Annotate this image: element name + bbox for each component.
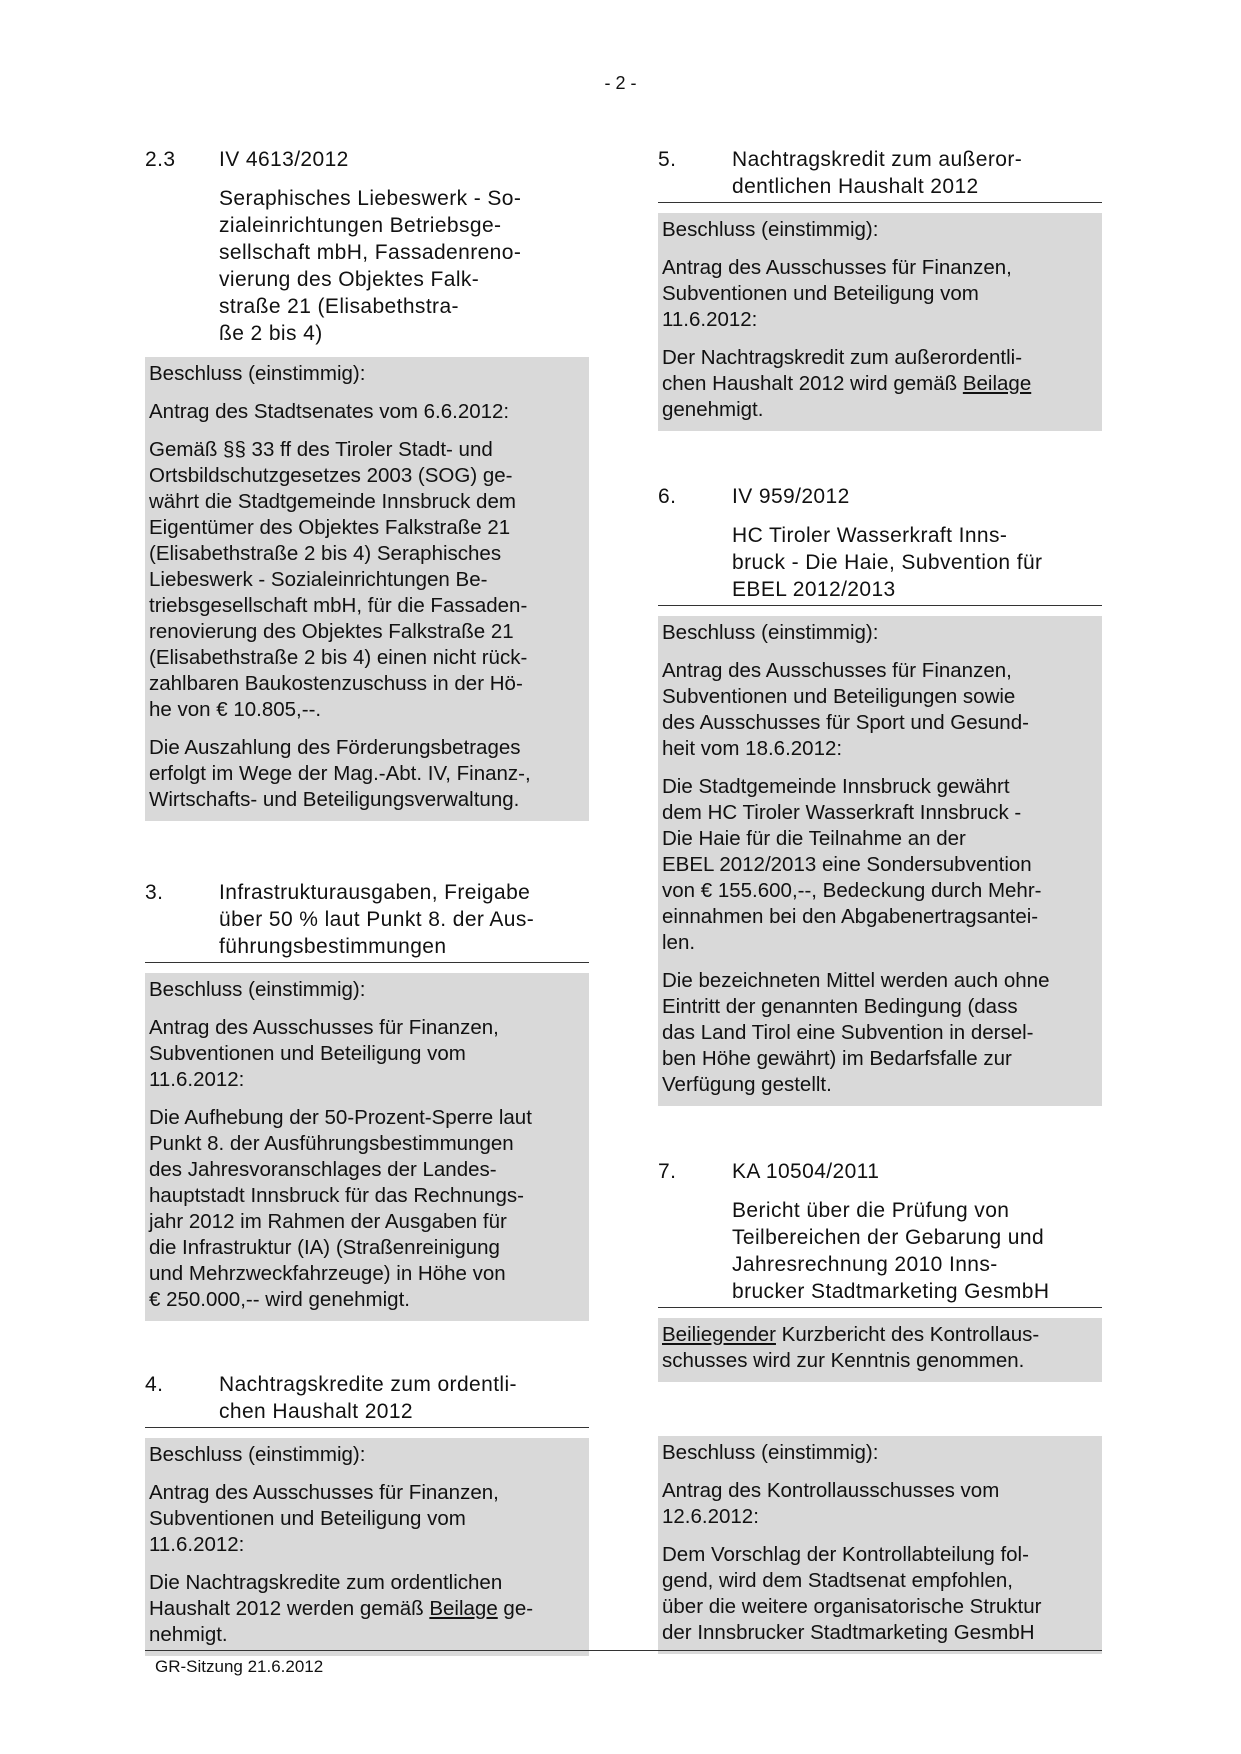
decision-text: Die Nachtragskredite zum ordentlichen Haushalt 2012 werden gemäß Beilage ge- nehmigt. [149,1571,534,1646]
beiliegender-link[interactable]: Beiliegender [662,1323,776,1346]
section-title: Bericht über die Prüfung von Teilbereichen der Gebarung und Jahresrechnung 2010 Inns- brucker Stadtmarketing GesmbH [732,1199,1050,1303]
section-number: 4. [145,1373,164,1396]
antrag-text: Antrag des Ausschusses für Finanzen, Subventionen und Beteiligung vom 11.6.2012: [662,256,1012,331]
section-header [145,879,589,963]
section-title: Nachtragskredite zum ordentli- chen Haushalt 2012 [219,1373,517,1423]
decision-text: Der Nachtragskredit zum außerordentli- chen Haushalt 2012 wird gemäß Beilage genehmigt. [662,346,1032,421]
decision-text: Die Aufhebung der 50-Prozent-Sperre laut Punkt 8. der Ausführungsbestimmungen des Jahresvoranschlages der Landes- hauptstadt Innsbruck für das Rechnungs- jahr 2012 im Rahmen der Ausgaben für die Infrastruktur (IA) (Straßenreinigung und Mehrzweckfahrzeuge) in Höhe von € 250.000,-- wird genehmigt. [149,1106,532,1311]
condition-text: Die bezeichneten Mittel werden auch ohne Eintritt der genannten Bedingung (dass das Land Tirol eine Subvention in dersel- ben Höhe gewährt) im Bedarfsfalle zur Verfügung gestellt. [662,969,1050,1096]
payment-text: Die Auszahlung des Förderungsbetrages erfolgt im Wege der Mag.-Abt. IV, Finanz-, Wirtschafts- und Beteiligungsverwaltung. [149,736,531,811]
left-column [145,146,589,1656]
section-3 [145,879,589,1321]
section-2-3 [145,146,589,821]
section-title: Nachtragskredit zum außeror- dentlichen Haushalt 2012 [732,148,1023,198]
section-number: 6. [658,485,677,508]
beschluss-label: Beschluss (einstimmig): [149,1443,366,1466]
section-title: Seraphisches Liebeswerk - So- zialeinrichtungen Betriebsge- sellschaft mbH, Fassadenreno- vierung des Objektes Falk- straße 21 (Elisabethstra- ße 2 bis 4) [219,187,522,345]
footer-text: GR-Sitzung 21.6.2012 [155,1657,324,1676]
beilage-link[interactable]: Beilage [962,372,1032,395]
right-column [658,146,1102,1654]
page-number: - 2 - [604,73,637,93]
decision-box [145,357,589,821]
decision-box [658,213,1102,431]
beschluss-label: Beschluss (einstimmig): [149,362,366,385]
beschluss-label: Beschluss (einstimmig): [149,978,366,1001]
beschluss-label: Beschluss (einstimmig): [662,1441,879,1464]
section-number: 5. [658,148,677,171]
antrag-text: Antrag des Ausschusses für Finanzen, Subventionen und Beteiligung vom 11.6.2012: [149,1481,499,1556]
section-header [658,146,1102,203]
decision-box [658,1436,1102,1654]
section-header [145,146,589,347]
kurzbericht-box [658,1318,1102,1382]
decision-box [658,616,1102,1106]
decision-box [145,973,589,1321]
beschluss-label: Beschluss (einstimmig): [662,621,879,644]
page-footer [145,1650,1102,1677]
antrag-text: Antrag des Ausschusses für Finanzen, Subventionen und Beteiligungen sowie des Ausschusses für Sport und Gesund- heit vom 18.6.2012: [662,659,1029,760]
section-4 [145,1371,589,1656]
section-header [658,483,1102,606]
section-5 [658,146,1102,431]
section-header [658,1158,1102,1308]
section-title: Infrastrukturausgaben, Freigabe über 50 % laut Punkt 8. der Aus- führungsbestimmungen [219,881,535,958]
section-7 [658,1158,1102,1654]
beschluss-label: Beschluss (einstimmig): [662,218,879,241]
section-reference: IV 959/2012 [732,485,850,508]
antrag-text: Antrag des Ausschusses für Finanzen, Subventionen und Beteiligung vom 11.6.2012: [149,1016,499,1091]
decision-box [145,1438,589,1656]
section-header [145,1371,589,1428]
decision-text: Gemäß §§ 33 ff des Tiroler Stadt- und Ortsbildschutzgesetzes 2003 (SOG) ge- währt die Stadtgemeinde Innsbruck dem Eigentümer des Objektes Falkstraße 21 (Elisabethstraße 2 bis 4) Seraphisches Liebeswerk - Sozialeinrichtungen Be- triebsgesellschaft mbH, für die Fassaden- renovierung des Objektes Falkstraße 21 (Elisabethstraße 2 bis 4) einen nicht rück- zahlbaren Baukostenzuschuss in der Hö- he von € 10.805,--. [149,438,528,721]
kurzbericht-text: Beiliegender Kurzbericht des Kontrollaus- schusses wird zur Kenntnis genommen. [662,1323,1040,1372]
beilage-link[interactable]: Beilage [429,1597,498,1620]
section-reference: IV 4613/2012 [219,148,349,171]
section-number: 2.3 [145,148,176,171]
section-title: HC Tiroler Wasserkraft Inns- bruck - Die Haie, Subvention für EBEL 2012/2013 [732,524,1043,601]
antrag-text: Antrag des Kontrollausschusses vom 12.6.2012: [662,1479,1000,1528]
section-number: 7. [658,1160,677,1183]
antrag-text: Antrag des Stadtsenates vom 6.6.2012: [149,400,510,423]
section-6 [658,483,1102,1106]
section-reference: KA 10504/2011 [732,1160,880,1183]
decision-text: Die Stadtgemeinde Innsbruck gewährt dem HC Tiroler Wasserkraft Innsbruck - Die Haie für die Teilnahme an der EBEL 2012/2013 eine Sondersubvention von € 155.600,--, Bedeckung durch Mehr- einnahmen bei den Abgabenertragsantei- len. [662,775,1042,954]
decision-text: Dem Vorschlag der Kontrollabteilung fol- gend, wird dem Stadtsenat empfohlen, über die weitere organisatorische Struktur der Innsbrucker Stadtmarketing GesmbH [662,1543,1042,1644]
section-number: 3. [145,881,164,904]
